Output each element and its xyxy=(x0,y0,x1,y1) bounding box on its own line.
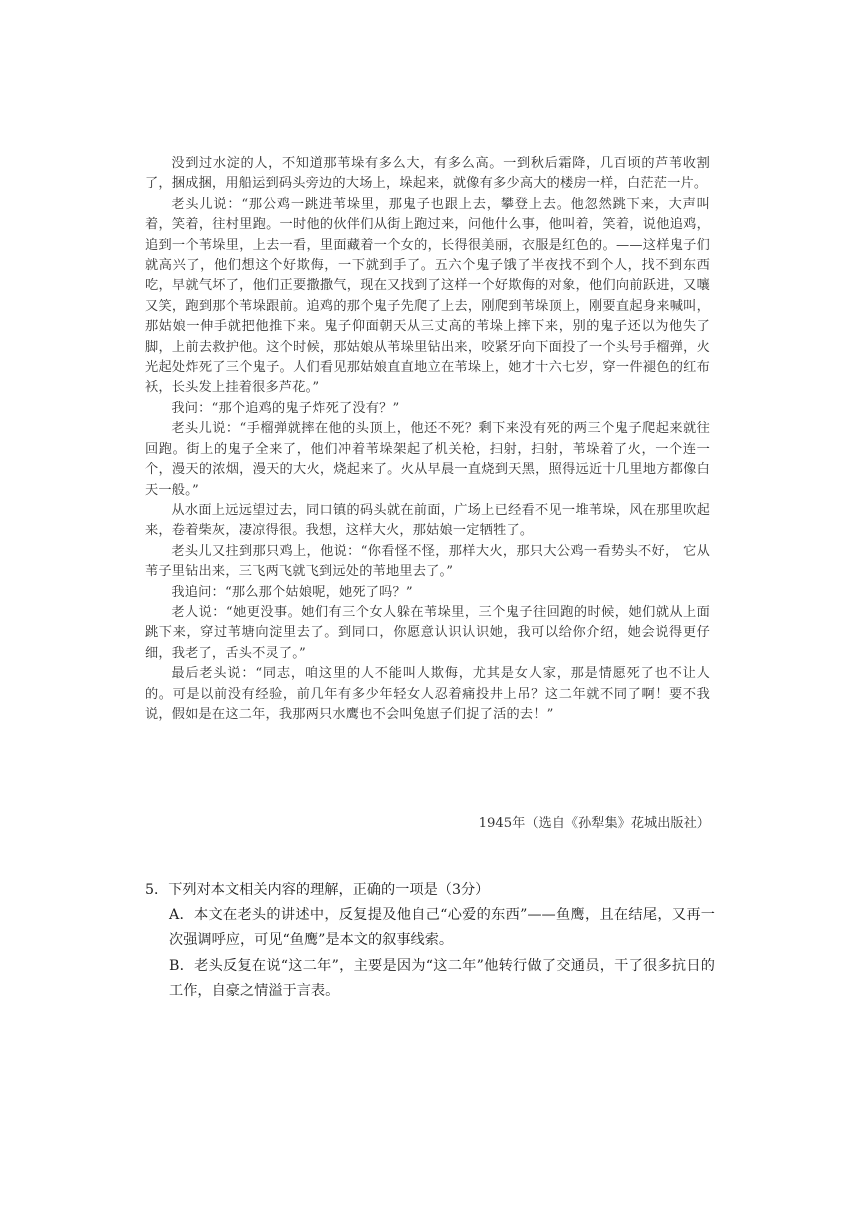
passage-paragraph: 老头儿说：“那公鸡一跳进苇垛里，那鬼子也跟上去，攀登上去。他忽然跳下来，大声叫着，笑着，往村里跑。一时他的伙伴们从街上跑过来，问他什么事，他叫着，笑着，说他追鸡，追到一个苇垛里，上去一看，里面藏着一个女的，长得很美丽，衣服是红色的。——这样鬼子们就高兴了，他们想这个好欺侮，一下就到手了。五六个鬼子饿了半夜找不到个人，找不到东西吃，早就气坏了，他们正要撒撒气，现在又找到了这样一个好欺侮的对象，他们向前跃进，又嚷又笑，跑到那个苇垛跟前。追鸡的那个鬼子先爬了上去，刚爬到苇垛顶上，刚要直起身来喊叫，那姑娘一伸手就把他推下来。鬼子仰面朝天从三丈高的苇垛上摔下来，别的鬼子还以为他失了脚，上前去救护他。这个时候，那姑娘从苇垛里钻出来，咬紧牙向下面投了一个头号手榴弹，火光起处炸死了三个鬼子。人们看见那姑娘直直地立在苇垛上，她才十六七岁，穿一件褪色的红布袄，长头发上挂着很多芦花。” xyxy=(145,196,710,396)
question-option-b: B．老头反复在说“这二年”，主要是因为“这二年”他转行做了交通员，干了很多抗日的工作，自豪之情溢于言表。 xyxy=(169,957,715,999)
passage-paragraph: 最后老头说：“同志，咱这里的人不能叫人欺侮，尤其是女人家，那是情愿死了也不让人的。可是以前没有经验，前几年有多少年轻女人忍着痛投井上吊？这二年就不同了啊！要不我说，假如是在这二年，我那两只水鹰也不会叫兔崽子们捉了活的去！” xyxy=(145,666,710,722)
passage-paragraph: 我追问：“那么那个姑娘呢，她死了吗？” xyxy=(171,584,413,600)
reading-passage xyxy=(145,154,710,725)
passage-paragraph: 从水面上远远望过去，同口镇的码头就在前面，广场上已经看不见一堆苇垛，风在那里吹起来，卷着柴灰，凄凉得很。我想，这样大火，那姑娘一定牺牲了。 xyxy=(145,502,710,539)
passage-source: 1945年（选自《孙犁集》花城出版社） xyxy=(478,816,710,831)
passage-paragraph: 没到过水淀的人，不知道那苇垛有多么大，有多么高。一到秋后霜降，几百顷的芦苇收割了，捆成捆，用船运到码头旁边的大场上，垛起来，就像有多少高大的楼房一样，白茫茫一片。 xyxy=(145,156,710,192)
passage-paragraph: 老人说：“她更没事。她们有三个女人躲在苇垛里，三个鬼子往回跑的时候，她们就从上面跳下来，穿过苇塘向淀里去了。到同口，你愿意认识认识她，我可以给你介绍，她会说得更仔细，我老了，舌头不灵了。” xyxy=(145,604,710,661)
passage-paragraph: 老头儿又拄到那只鸡上，他说：“你看怪不怪，那样大火，那只大公鸡一看势头不好， 它从苇子里钻出来，三飞两飞就飞到远处的苇地里去了。” xyxy=(145,543,710,580)
question-stem: 5．下列对本文相关内容的理解，正确的一项是（3分） xyxy=(145,882,490,898)
question-option-a: A．本文在老头的讲述中，反复提及他自己“心爱的东西”——鱼鹰，且在结尾，又再一次强调呼应，可见“鱼鹰”是本文的叙事线索。 xyxy=(169,907,715,949)
passage-paragraph: 我问：“那个追鸡的鬼子炸死了没有？” xyxy=(171,400,400,416)
question-block xyxy=(145,878,715,1004)
passage-paragraph: 老头儿说：“手榴弹就摔在他的头顶上，他还不死？剩下来没有死的两三个鬼子爬起来就往回跑。街上的鬼子全来了，他们冲着苇垛架起了机关枪，扫射，扫射，苇垛着了火，一个连一个，漫天的浓烟，漫天的大火，烧起来了。火从早晨一直烧到天黑，照得远近十几里地方都像白天一般。” xyxy=(145,421,710,498)
